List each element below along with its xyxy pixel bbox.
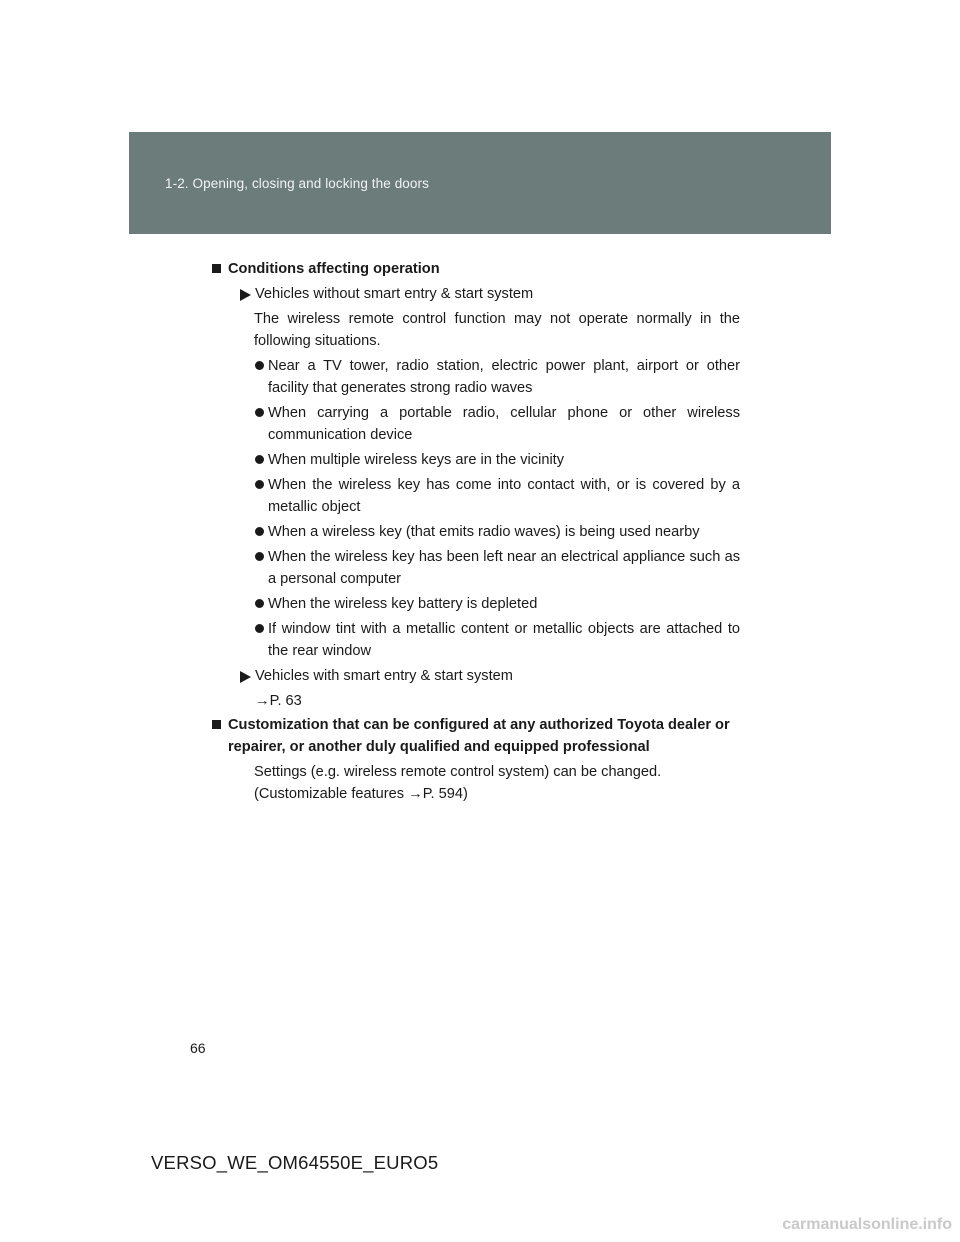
document-code: VERSO_WE_OM64550E_EURO5 xyxy=(151,1152,439,1173)
dot-bullet-icon xyxy=(255,480,264,489)
list-item-text: If window tint with a metallic content or metallic objects are attached to the rear window xyxy=(268,621,740,659)
dot-bullet-icon xyxy=(255,624,264,633)
dot-bullet-icon xyxy=(255,361,264,370)
section-heading-text: Customization that can be configured at any authorized Toyota dealer or repairer, or another duly qualified and equipped professional xyxy=(228,717,730,755)
list-item-text: When the wireless key has come into contact with, or is covered by a metallic object xyxy=(268,477,740,515)
list-item-text: Near a TV tower, radio station, electric power plant, airport or other facility that generates strong radio waves xyxy=(268,358,740,396)
list-item xyxy=(210,618,740,662)
list-item xyxy=(210,593,740,615)
dot-bullet-icon xyxy=(255,527,264,536)
list-item-text: When the wireless key has been left near an electrical appliance such as a personal computer xyxy=(268,549,740,587)
subheading-text: Vehicles with smart entry & start system xyxy=(255,668,513,684)
list-item-text: When the wireless key battery is depleted xyxy=(268,596,538,612)
list-item xyxy=(210,449,740,471)
dot-bullet-icon xyxy=(255,599,264,608)
list-item-text: When a wireless key (that emits radio waves) is being used nearby xyxy=(268,524,700,540)
customization-reference: (Customizable features →P. 594) xyxy=(254,786,468,802)
list-item xyxy=(210,546,740,590)
list-item-text: When multiple wireless keys are in the vicinity xyxy=(268,452,565,468)
list-item xyxy=(210,474,740,518)
dot-bullet-icon xyxy=(255,552,264,561)
section-heading-customization xyxy=(210,714,740,758)
subheading-with-smart-entry xyxy=(210,665,740,687)
page-number: 66 xyxy=(190,1040,206,1056)
dot-bullet-icon xyxy=(255,408,264,417)
section-heading-text: Conditions affecting operation xyxy=(228,261,440,277)
list-item xyxy=(210,521,740,543)
watermark: carmanualsonline.info xyxy=(782,1216,952,1233)
dot-bullet-icon xyxy=(255,455,264,464)
square-bullet-icon xyxy=(212,720,221,729)
list-item-text: When carrying a portable radio, cellular phone or other wireless communication device xyxy=(268,405,740,443)
subheading-without-smart-entry xyxy=(210,283,740,305)
section-header: 1-2. Opening, closing and locking the doors xyxy=(165,176,429,191)
subheading-text: Vehicles without smart entry & start system xyxy=(255,286,534,302)
page-content xyxy=(210,258,740,805)
section-heading-conditions xyxy=(210,258,740,280)
intro-paragraph: The wireless remote control function may not operate normally in the following situations. xyxy=(254,311,740,349)
list-item xyxy=(210,355,740,399)
triangle-bullet-icon xyxy=(240,289,251,301)
square-bullet-icon xyxy=(212,264,221,273)
page-reference: →P. 63 xyxy=(255,693,302,709)
triangle-bullet-icon xyxy=(240,671,251,683)
list-item xyxy=(210,402,740,446)
customization-settings-text: Settings (e.g. wireless remote control system) can be changed. xyxy=(254,764,662,780)
